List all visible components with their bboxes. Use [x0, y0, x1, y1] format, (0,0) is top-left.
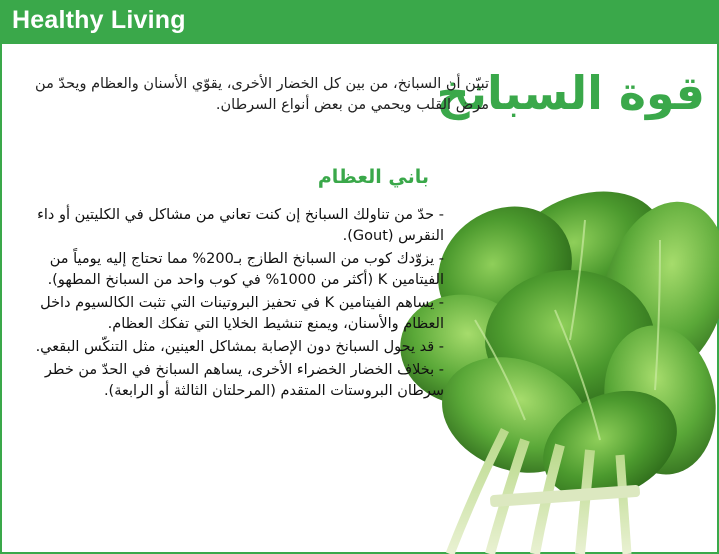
- article-intro: تبيّن أن السبانخ، من بين كل الخضار الأخرى، يقوّي الأسنان والعظام ويحدّ من مرض القلب ويحمي من بعض أنواع السرطان.: [35, 76, 489, 113]
- bullet-list: [24, 205, 444, 404]
- list-item: - بخلاف الخضار الخضراء الأخرى، يساهم السبانخ في الحدّ من خطر سرطان البروستات المتقدم (المرحلتان الثالثة أو الرابعة).: [44, 362, 444, 399]
- list-item: - حدّ من تناولك السبانخ إن كنت تعاني من مشاكل في الكليتين أو داء النقرس (Gout).: [37, 207, 444, 244]
- list-item: - يزوّدك كوب من السبانخ الطازج بـ200% مما تحتاج إليه يومياً من الفيتامين K (أكثر من 1000% في كوب واحد من السبانخ المطهو).: [47, 251, 444, 288]
- list-item: - يساهم الفيتامين K في تحفيز البروتينات التي تثبت الكالسيوم داخل العظام والأسنان، ويمنع تنشيط الخلايا التي تفكك العظام.: [40, 295, 444, 332]
- list-item: - قد يحول السبانخ دون الإصابة بمشاكل العينين، مثل التنكّس البقعي.: [35, 339, 444, 355]
- article-title: قوة السبانخ: [436, 66, 705, 120]
- section-title: Healthy Living: [12, 6, 186, 34]
- subheading: باني العظام: [317, 166, 429, 188]
- section-header: [0, 0, 719, 44]
